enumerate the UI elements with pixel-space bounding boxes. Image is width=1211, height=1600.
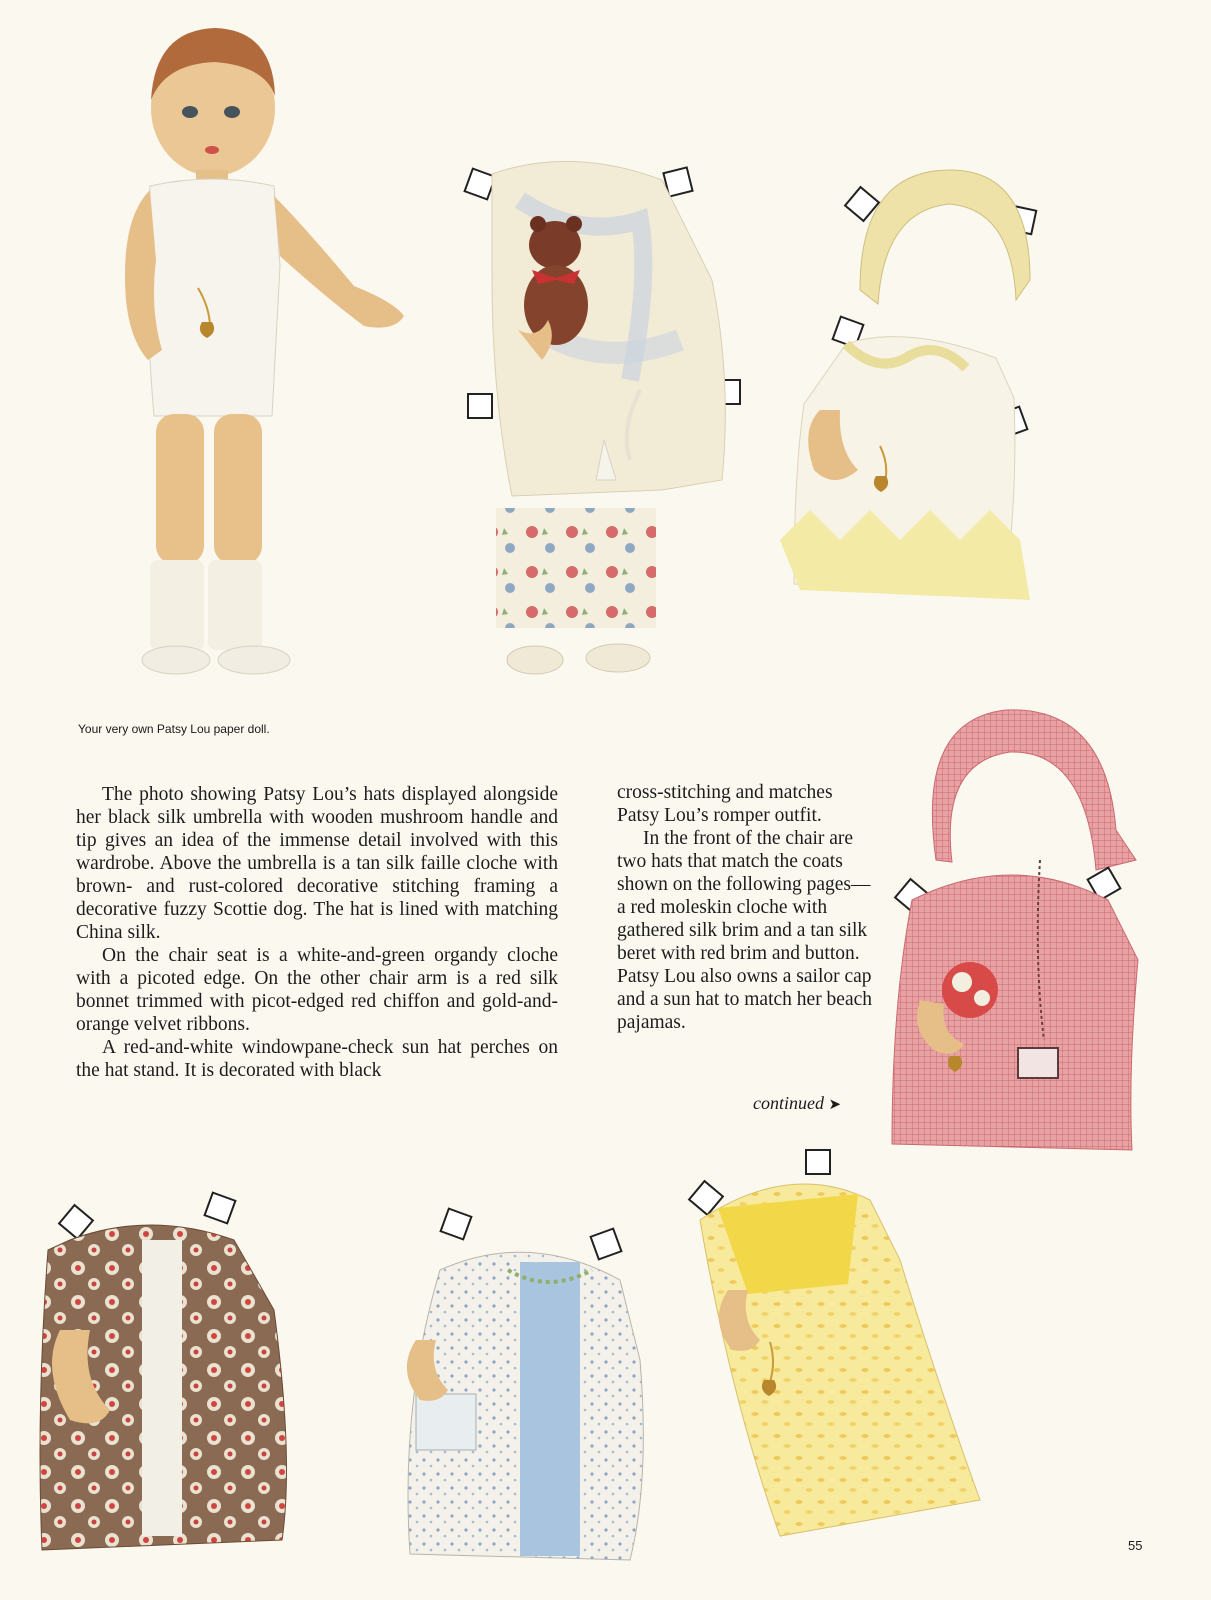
arrow-right-icon: ➤ [828,1097,842,1113]
paragraph: In the front of the chair are two hats that match the coats shown on the following pages— a red moleskin cloche with gathered silk brim and a tan silk beret with red brim and button. Patsy Lou also owns a sailor cap and a sun hat to match her beach pajamas. [617,828,873,1033]
white-dress [780,317,1030,600]
paragraph: On the chair seat is a white-and-green organdy cloche with a picoted edge. On the other chair arm is a red silk bonnet trimmed with picot-edged red chiffon and gold-and-orange velvet ribbons. [76,945,558,1035]
pink-check-romper [892,710,1138,1150]
continued-marker [753,1093,841,1114]
blue-panel-dress [407,1209,643,1560]
robe-and-pajama-outfit [465,161,740,674]
teddy-bear [524,216,588,345]
continued-label: continued [753,1093,824,1113]
yellow-dress [689,1150,980,1536]
paragraph: cross-stitching and matches Patsy Lou’s romper outfit. [617,782,833,826]
paragraph: The photo showing Patsy Lou’s hats displayed alongside her black silk umbrella with wooden mushroom handle and tip gives an idea of the immense detail involved with this wardrobe. Above the umbrella is a tan silk faille cloche with brown- and rust-colored decorative stitching framing a decorative fuzzy Scottie dog. The hat is lined with matching China silk. [76,784,558,943]
organdy-bonnet [845,170,1036,304]
article-column-left [76,783,558,1082]
paragraph: A red-and-white windowpane-check sun hat perches on the hat stand. It is decorated with black [76,1037,558,1081]
patsy-lou-doll [125,28,404,674]
page-number: 55 [1128,1538,1143,1553]
brown-print-dress [40,1193,287,1550]
doll-caption: Your very own Patsy Lou paper doll. [78,722,270,736]
article-column-right [617,781,879,1034]
